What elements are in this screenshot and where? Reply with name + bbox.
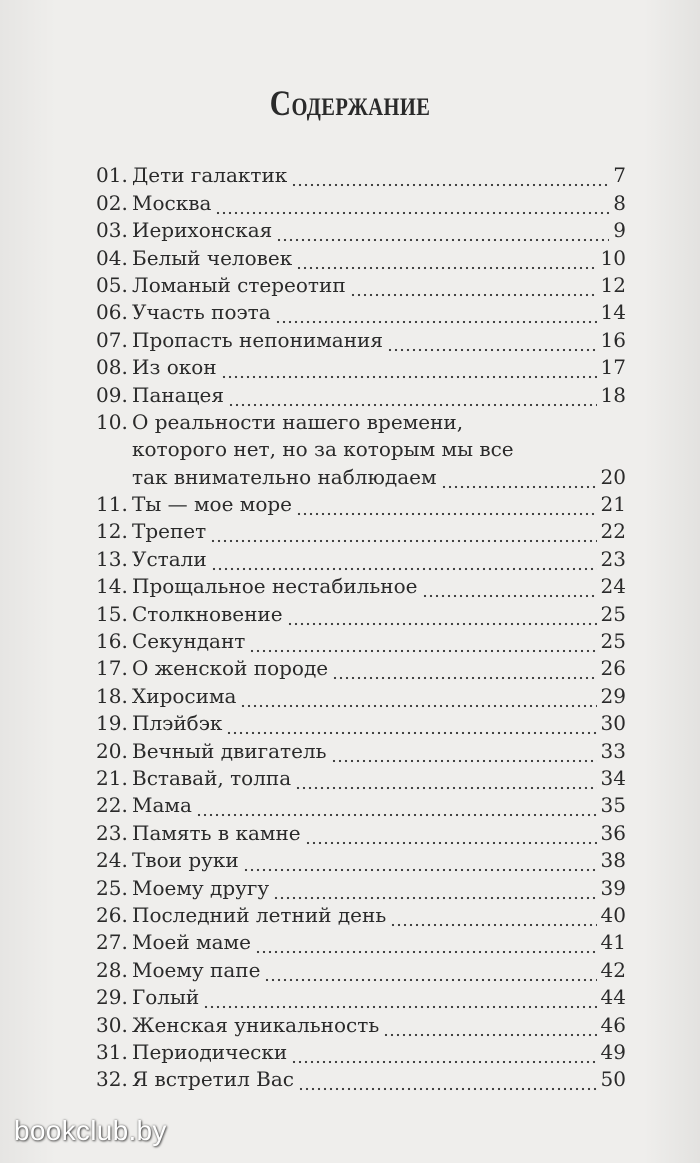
toc-entry-page: 10 — [600, 245, 626, 270]
toc-entry-number: 04. — [96, 245, 128, 270]
toc-entry-number: 21. — [96, 765, 128, 790]
dot-leader — [243, 852, 597, 872]
toc-entry-title: Последний летний день — [132, 902, 387, 927]
toc-entry — [96, 324, 626, 351]
toc-entry — [96, 708, 626, 735]
toc-entry-page: 16 — [600, 327, 626, 352]
toc-entry-number: 19. — [96, 711, 128, 736]
toc-entry-title: которого нет, но за которым мы все — [132, 437, 514, 462]
toc-entry-title: Плэйбэк — [132, 711, 223, 736]
toc-entry-page: 25 — [600, 629, 626, 654]
toc-entry-title: Память в камне — [132, 820, 301, 845]
dot-leader — [390, 907, 596, 927]
toc-entry-number: 31. — [96, 1039, 128, 1064]
toc-entry — [96, 187, 626, 214]
toc-entry-number: 25. — [96, 875, 128, 900]
toc-entry — [96, 790, 626, 817]
toc-entry-title: Моему папе — [132, 957, 261, 982]
toc-entry-number: 12. — [96, 519, 128, 544]
dot-leader — [350, 277, 597, 297]
dot-leader — [296, 496, 597, 516]
dot-leader — [331, 743, 597, 763]
toc-entry — [96, 543, 626, 570]
toc-entry-number: 22. — [96, 793, 128, 818]
dot-leader — [249, 633, 596, 653]
toc-entry-page: 8 — [613, 190, 626, 215]
toc-entry-page: 40 — [600, 902, 626, 927]
toc-entry-title: Москва — [132, 190, 212, 215]
toc-entry-number: 01. — [96, 163, 128, 188]
dot-leader — [211, 551, 597, 571]
toc-entry — [96, 352, 626, 379]
dot-leader — [264, 962, 596, 982]
dot-leader — [226, 715, 596, 735]
dot-leader — [287, 606, 597, 626]
toc-entry-title: О женской породе — [132, 656, 329, 681]
toc-entry-title: Ты — мое море — [132, 492, 292, 517]
dot-leader — [441, 469, 597, 489]
toc-entry-title: Ломаный стереотип — [132, 272, 346, 297]
toc-entry — [96, 927, 626, 954]
dot-leader — [296, 250, 596, 270]
dot-leader — [240, 688, 596, 708]
dot-leader — [228, 387, 597, 407]
toc-entry-page: 39 — [600, 875, 626, 900]
toc-entry-number: 17. — [96, 656, 128, 681]
toc-entry-number: 03. — [96, 218, 128, 243]
toc-entry-page: 35 — [600, 793, 626, 818]
toc-entry-number: 10. — [96, 409, 128, 434]
toc-entry-page: 29 — [600, 683, 626, 708]
toc-entry-title: так внимательно наблюдаем — [132, 464, 437, 489]
toc-entry — [96, 1009, 626, 1036]
toc-entry-page: 34 — [600, 765, 626, 790]
toc-entry-title: Периодически — [132, 1039, 288, 1064]
toc-entry-page: 22 — [600, 519, 626, 544]
toc-entry-title: Моему другу — [132, 875, 270, 900]
toc-entry — [96, 845, 626, 872]
dot-leader — [298, 1071, 597, 1091]
toc-entry-title: Прощальное нестабильное — [132, 574, 418, 599]
toc-entry-page: 49 — [600, 1039, 626, 1064]
toc-entry — [96, 1037, 626, 1064]
toc-entry-title: Хиросима — [132, 683, 237, 708]
toc-entry-title: Панацея — [132, 382, 224, 407]
toc-entry-number: 30. — [96, 1012, 128, 1037]
toc-entry-title: Трепет — [132, 519, 207, 544]
toc-entry-page: 20 — [600, 464, 626, 489]
page-title: Содержание — [269, 83, 431, 123]
toc-entry-number: 23. — [96, 820, 128, 845]
toc-entry-title: Из окон — [132, 355, 217, 380]
toc-entry-number: 05. — [96, 272, 128, 297]
toc-entry-number: 28. — [96, 957, 128, 982]
toc-entry-number: 06. — [96, 300, 128, 325]
toc-entry-number: 26. — [96, 902, 128, 927]
toc-entry-page: 44 — [600, 985, 626, 1010]
dot-leader — [422, 578, 597, 598]
watermark-text: bookclub.by — [14, 1115, 167, 1146]
toc-entry — [96, 680, 626, 707]
toc-entry — [96, 516, 626, 543]
toc-entry-number: 29. — [96, 985, 128, 1010]
toc-entry-title: Белый человек — [132, 245, 293, 270]
toc-entry-page: 30 — [600, 711, 626, 736]
dot-leader — [291, 1044, 596, 1064]
toc-entry-number: 32. — [96, 1067, 128, 1092]
toc-entry-title: Устали — [132, 546, 207, 571]
toc-entry-page: 25 — [600, 601, 626, 626]
toc-entry-title: Секундант — [132, 629, 246, 654]
toc-entry-line — [96, 461, 626, 488]
toc-entry-page: 24 — [600, 574, 626, 599]
toc-entry-number: 15. — [96, 601, 128, 626]
toc-entry-page: 41 — [600, 930, 626, 955]
toc-entry-title: Участь поэта — [132, 300, 271, 325]
dot-leader — [215, 195, 609, 215]
dot-leader — [383, 1017, 596, 1037]
toc-entry — [96, 872, 626, 899]
toc-entry-page: 17 — [600, 355, 626, 380]
toc-entry-page: 7 — [613, 163, 626, 188]
toc-entry-page: 50 — [600, 1067, 626, 1092]
toc-entry — [96, 653, 626, 680]
toc-entry-title: Вечный двигатель — [132, 738, 327, 763]
toc-entry-title: Вставай, толпа — [132, 765, 292, 790]
toc-entry-number: 08. — [96, 355, 128, 380]
table-of-contents — [96, 160, 626, 1091]
dot-leader — [255, 934, 597, 954]
dot-leader — [273, 880, 596, 900]
toc-entry-number: 24. — [96, 848, 128, 873]
toc-entry — [96, 982, 626, 1009]
toc-entry — [96, 270, 626, 297]
toc-entry-page: 38 — [600, 848, 626, 873]
toc-entry-page: 14 — [600, 300, 626, 325]
dot-leader — [387, 332, 597, 352]
toc-entry-page: 21 — [600, 492, 626, 517]
toc-entry-number: 07. — [96, 327, 128, 352]
toc-entry — [96, 954, 626, 981]
toc-entry — [96, 297, 626, 324]
toc-entry-line — [96, 434, 626, 461]
toc-entry — [96, 379, 626, 406]
toc-entry-page: 33 — [600, 738, 626, 763]
toc-entry — [96, 242, 626, 269]
toc-entry — [96, 817, 626, 844]
toc-entry — [96, 763, 626, 790]
dot-leader — [196, 797, 597, 817]
toc-entry-number: 02. — [96, 190, 128, 215]
toc-entry-title: Мама — [132, 793, 192, 818]
toc-entry-page: 9 — [613, 218, 626, 243]
toc-entry-number: 20. — [96, 738, 128, 763]
toc-entry-title: Твои руки — [132, 848, 239, 873]
dot-leader — [295, 770, 596, 790]
toc-entry-title: Женская уникальность — [132, 1012, 380, 1037]
dot-leader — [276, 222, 609, 242]
toc-entry-number: 14. — [96, 574, 128, 599]
toc-entry — [96, 571, 626, 598]
toc-entry — [96, 735, 626, 762]
toc-entry-title: Столкновение — [132, 601, 283, 626]
dot-leader — [332, 660, 596, 680]
dot-leader — [305, 825, 597, 845]
toc-entry-number: 16. — [96, 629, 128, 654]
toc-entry — [96, 598, 626, 625]
toc-entry — [96, 626, 626, 653]
toc-entry-page: 23 — [600, 546, 626, 571]
toc-entry — [96, 160, 626, 187]
toc-entry-title: Пропасть непонимания — [132, 327, 384, 352]
toc-entry-title: Голый — [132, 985, 200, 1010]
toc-entry-line — [96, 407, 626, 434]
dot-leader — [210, 523, 596, 543]
toc-entry-title: Я встретил Вас — [132, 1067, 294, 1092]
toc-entry-title: Дети галактик — [132, 163, 288, 188]
toc-entry-title: Моей маме — [132, 930, 251, 955]
dot-leader — [221, 359, 597, 379]
toc-entry — [96, 900, 626, 927]
toc-entry-number: 18. — [96, 683, 128, 708]
toc-entry-title: О реальности нашего времени, — [132, 409, 464, 434]
toc-entry-page: 42 — [600, 957, 626, 982]
toc-entry-number: 27. — [96, 930, 128, 955]
toc-entry-page: 46 — [600, 1012, 626, 1037]
toc-entry-title: Иерихонская — [132, 218, 273, 243]
toc-entry — [96, 1064, 626, 1091]
toc-entry-number: 13. — [96, 546, 128, 571]
toc-entry — [96, 215, 626, 242]
toc-entry-page: 26 — [600, 656, 626, 681]
toc-entry — [96, 489, 626, 516]
dot-leader — [291, 167, 609, 187]
dot-leader — [203, 989, 596, 1009]
toc-entry-page: 36 — [600, 820, 626, 845]
toc-entry-page: 12 — [600, 272, 626, 297]
toc-entry-page: 18 — [600, 382, 626, 407]
toc-entry-number: 09. — [96, 382, 128, 407]
dot-leader — [275, 304, 597, 324]
toc-entry-number: 11. — [96, 492, 128, 517]
